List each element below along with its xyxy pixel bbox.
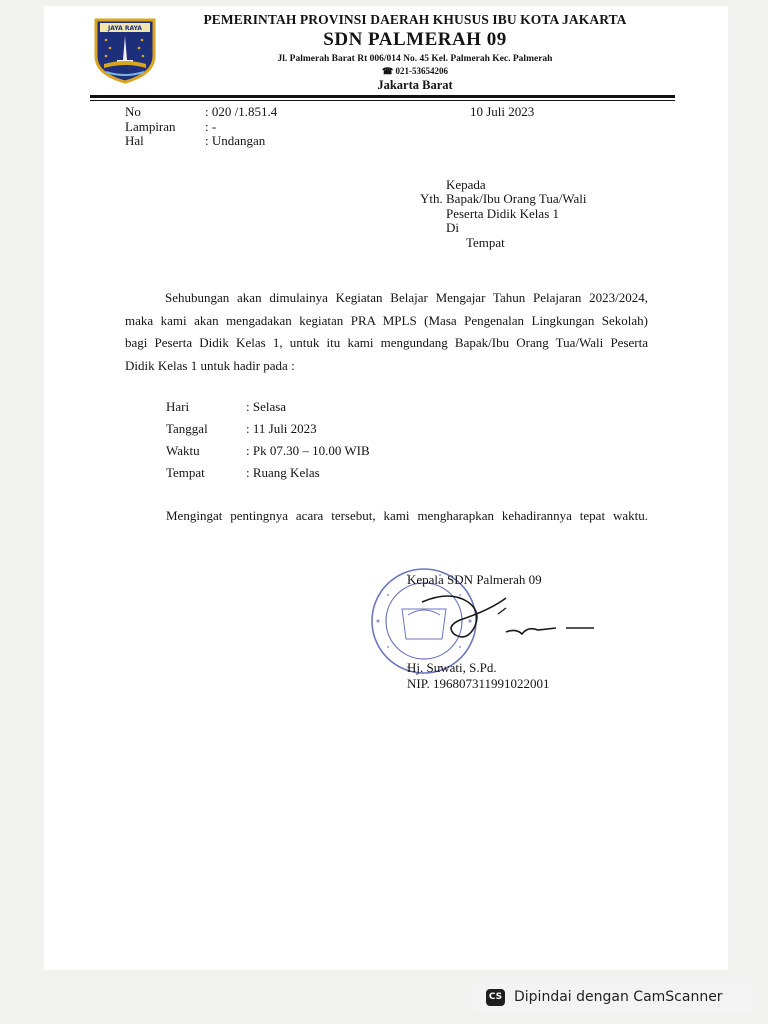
detail-label: Waktu <box>166 443 200 458</box>
document-page <box>44 6 728 970</box>
body-paragraph-line: Didik Kelas 1 untuk hadir pada : <box>125 357 295 373</box>
recipient-line-3: Peserta Didik Kelas 1 <box>446 206 560 221</box>
logo-motto: JAYA RAYA <box>108 25 142 32</box>
detail-row-waktu <box>166 443 370 459</box>
detail-value: : 11 Juli 2023 <box>246 421 317 436</box>
letterhead-divider-thin <box>90 100 675 101</box>
detail-row-tanggal <box>166 421 317 437</box>
body-paragraph-line: bagi Peserta Didik Kelas 1, untuk itu kami mengundang Bapak/Ibu Orang Tua/Wali Peserta <box>125 335 648 350</box>
meta-lampiran-label: Lampiran <box>125 119 176 134</box>
meta-hal-value: : Undangan <box>205 133 266 148</box>
signatory-title: Kepala SDN Palmerah 09 <box>407 572 542 587</box>
dki-jakarta-emblem <box>92 16 158 84</box>
camscanner-logo-icon: CS <box>486 989 505 1006</box>
letterhead-address: Jl. Palmerah Barat Rt 006/014 No. 45 Kel. Palmerah Kec. Palmerah <box>277 54 553 64</box>
body-paragraph-line: maka kami akan mengadakan kegiatan PRA MPLS (Masa Pengenalan Lingkungan Sekolah) <box>125 312 648 328</box>
signatory-nip: NIP. 196807311991022001 <box>407 676 550 691</box>
detail-label: Tempat <box>166 465 205 480</box>
detail-label: Tanggal <box>166 421 208 436</box>
meta-lampiran-value: : - <box>205 119 217 134</box>
detail-label: Hari <box>166 399 190 414</box>
handwritten-signature <box>410 588 600 648</box>
recipient-line-5: Tempat <box>466 235 505 250</box>
meta-hal-label: Hal <box>125 133 144 148</box>
closing-sentence: Mengingat pentingnya acara tersebut, kami mengharapkan kehadirannya tepat waktu. <box>166 508 648 523</box>
detail-row-hari <box>166 399 286 415</box>
letterhead-government: PEMERINTAH PROVINSI DAERAH KHUSUS IBU KOTA JAKARTA <box>203 12 627 27</box>
meta-no-label: No <box>125 104 141 119</box>
body-paragraph-line: Sehubungan akan dimulainya Kegiatan Belajar Mengajar Tahun Pelajaran 2023/2024, <box>165 290 648 305</box>
letterhead-city: Jakarta Barat <box>377 78 453 92</box>
detail-value: : Ruang Kelas <box>246 465 320 480</box>
recipient-line-4: Di <box>446 220 459 235</box>
recipient-line-1: Kepada <box>446 177 486 192</box>
detail-value: : Selasa <box>246 399 287 414</box>
meta-no-value: : 020 /1.851.4 <box>205 104 278 119</box>
letter-date: 10 Juli 2023 <box>470 104 535 119</box>
letterhead-phone: ☎ 021-53654206 <box>382 66 448 76</box>
letterhead-school-name: SDN PALMERAH 09 <box>323 29 507 50</box>
body-paragraph <box>125 287 648 377</box>
signatory-name: Hj. Suwati, S.Pd. <box>407 660 497 675</box>
recipient-line-2: Yth. Bapak/Ibu Orang Tua/Wali <box>420 191 587 206</box>
camscanner-watermark <box>472 983 756 1013</box>
letterhead-divider <box>90 95 675 98</box>
detail-row-tempat <box>166 465 320 481</box>
detail-value: : Pk 07.30 – 10.00 WIB <box>246 443 370 458</box>
camscanner-label: Dipindai dengan CamScanner <box>514 989 723 1005</box>
